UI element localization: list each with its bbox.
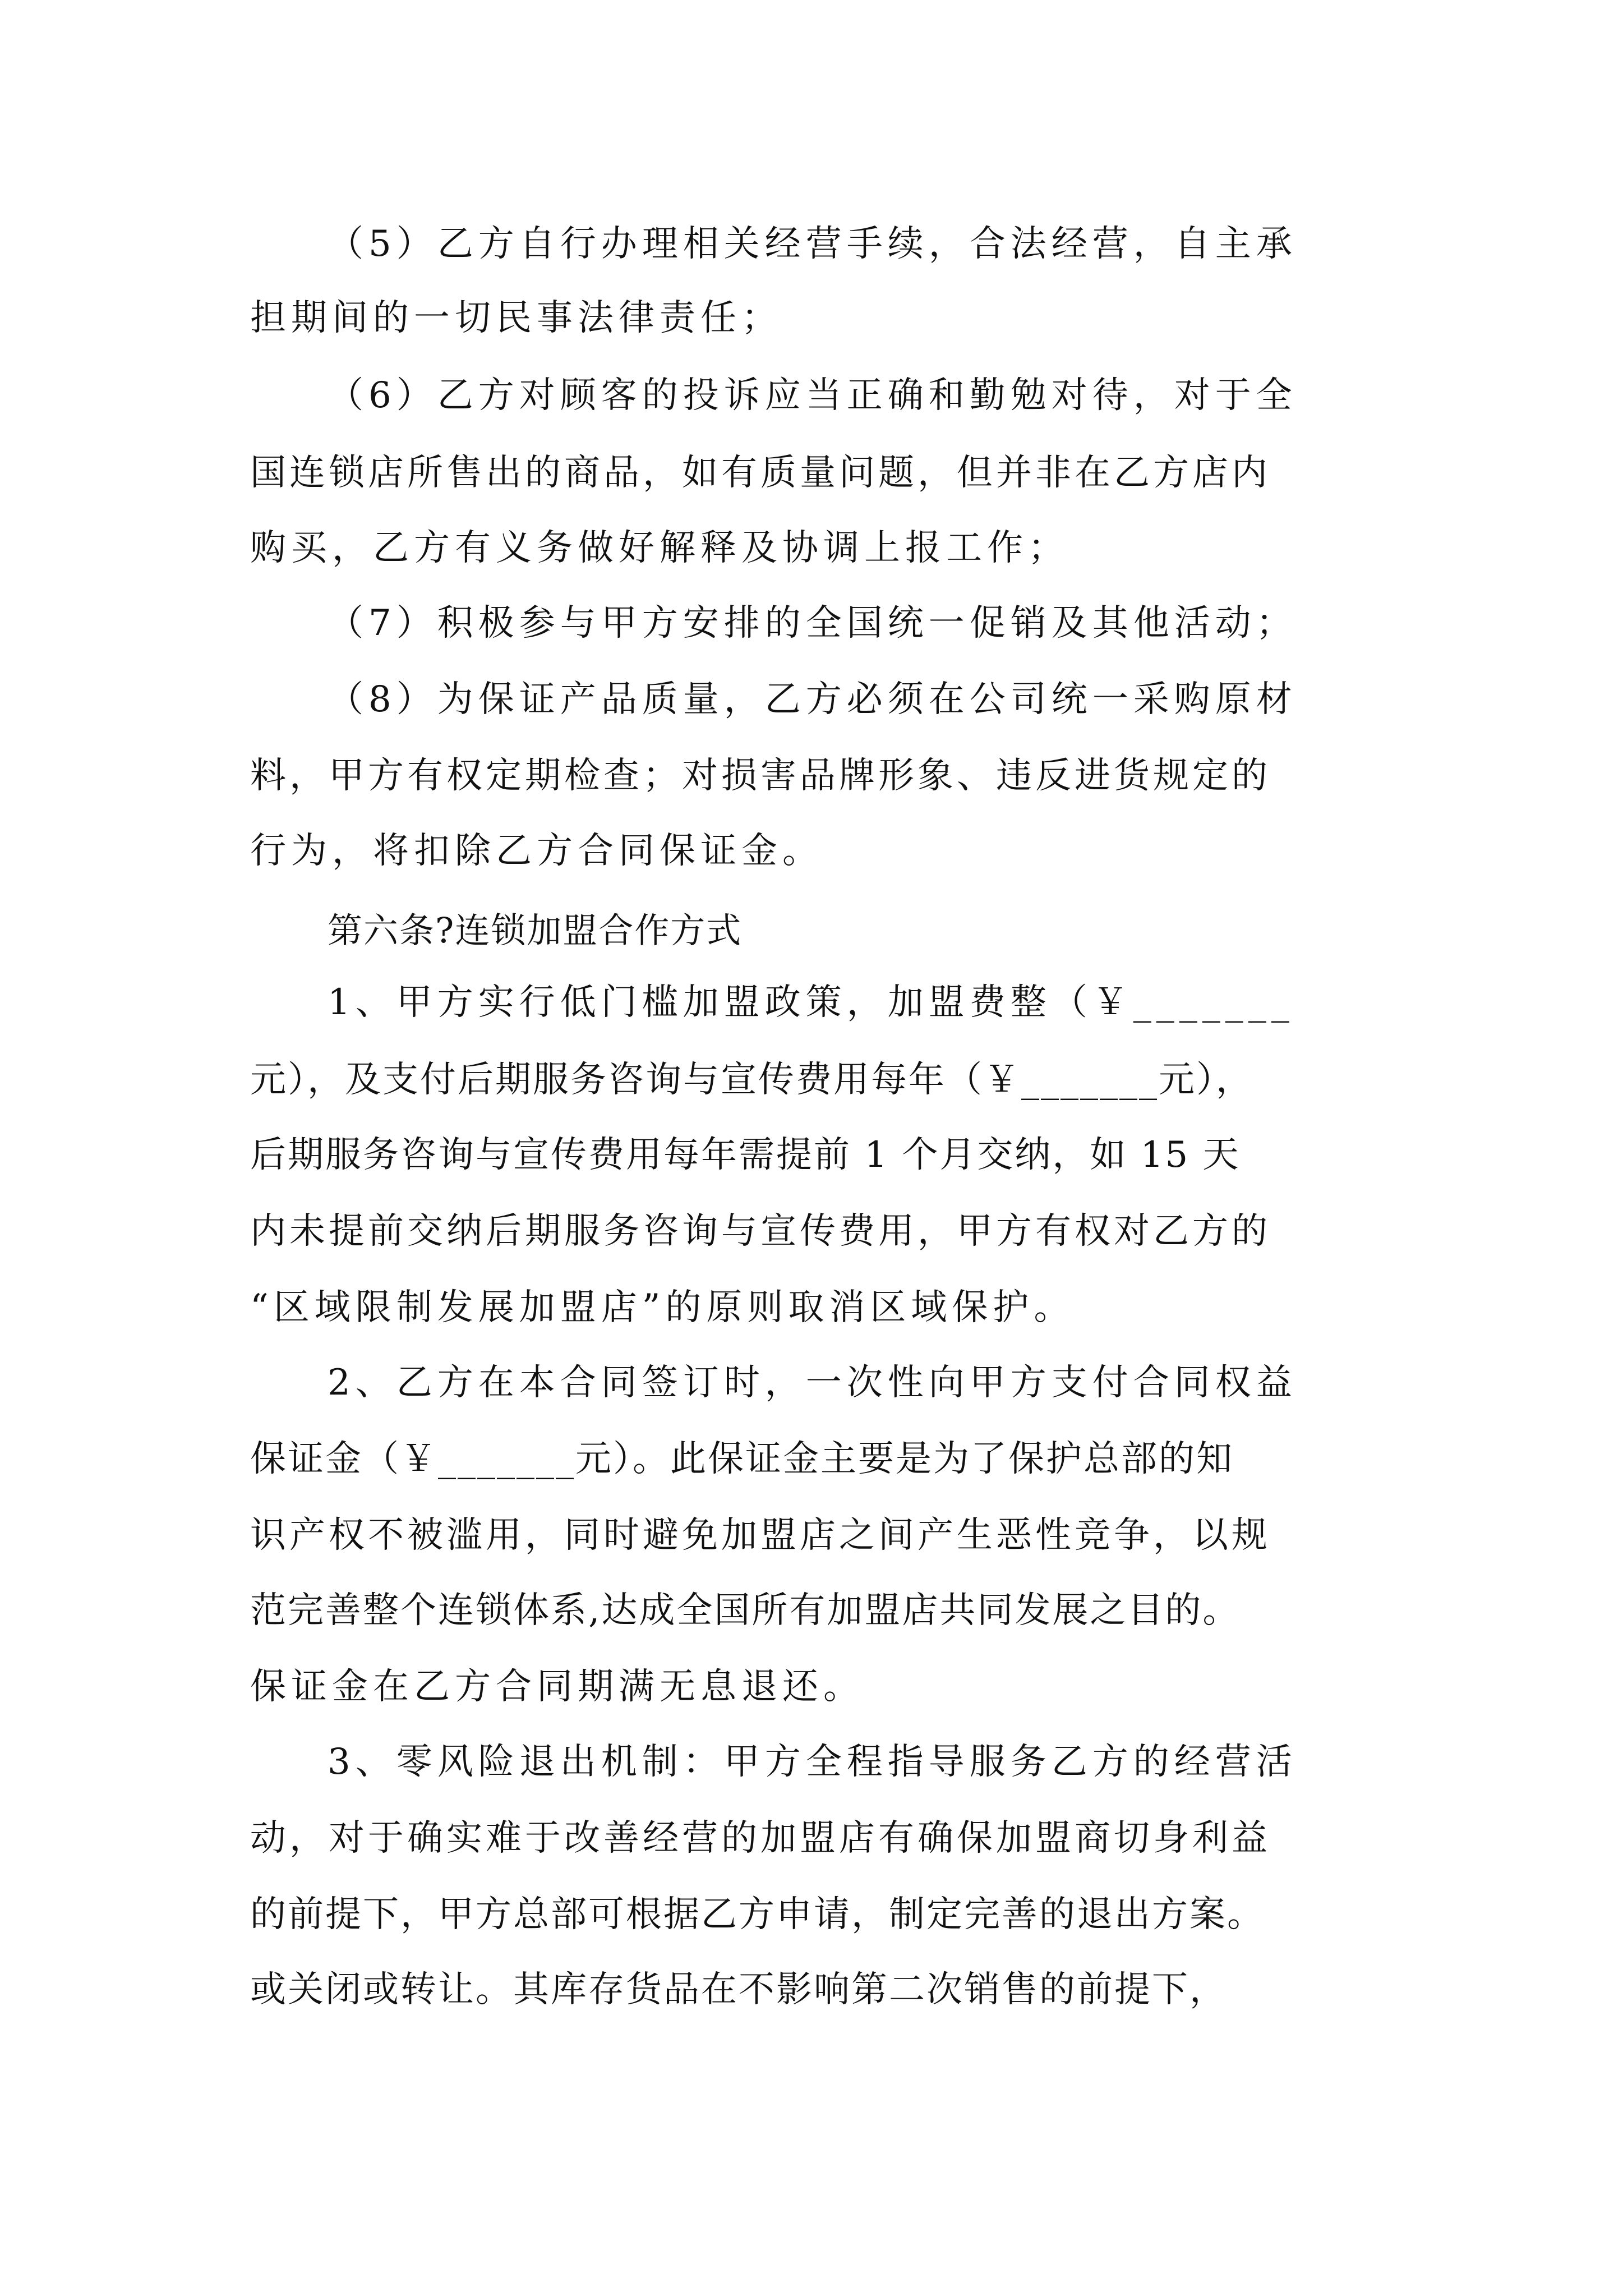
clause-2-line-5: 保证金在乙方合同期满无息退还。 <box>250 1666 864 1708</box>
article-six-heading: 第六条?连锁加盟合作方式 <box>328 910 743 951</box>
paragraph-8-line-2: 料，甲方有权定期检查；对损害品牌形象、违反进货规定的 <box>250 755 1271 797</box>
clause-1-line-1: 1、甲方实行低门槛加盟政策，加盟费整（￥_______ <box>328 982 1294 1023</box>
clause-3-line-3: 的前提下，甲方总部可根据乙方申请，制定完善的退出方案。 <box>250 1894 1265 1935</box>
paragraph-5-line-1: （5）乙方自行办理相关经营手续，合法经营，自主承 <box>328 223 1297 265</box>
clause-2-line-4: 范完善整个连锁体系,达成全国所有加盟店共同发展之目的。 <box>250 1590 1241 1631</box>
clause-1-line-5: “区域限制发展加盟店”的原则取消区域保护。 <box>250 1287 1075 1328</box>
clause-2-line-1: 2、乙方在本合同签订时，一次性向甲方支付合同权益 <box>328 1362 1297 1404</box>
paragraph-5-line-2: 担期间的一切民事法律责任； <box>250 297 782 339</box>
clause-2-line-3: 识产权不被滥用，同时避免加盟店之间产生恶性竞争，以规 <box>250 1515 1271 1556</box>
paragraph-6-line-2: 国连锁店所售出的商品，如有质量问题，但并非在乙方店内 <box>250 452 1271 494</box>
clause-1-line-4: 内未提前交纳后期服务咨询与宣传费用，甲方有权对乙方的 <box>250 1211 1271 1252</box>
clause-3-line-1: 3、零风险退出机制：甲方全程指导服务乙方的经营活 <box>328 1741 1297 1783</box>
clause-3-line-2: 动，对于确实难于改善经营的加盟店有确保加盟商切身利益 <box>250 1818 1271 1859</box>
paragraph-8-line-3: 行为，将扣除乙方合同保证金。 <box>250 830 823 872</box>
clause-1-line-2: 元），及支付后期服务咨询与宣传费用每年（￥_______元）， <box>250 1059 1253 1101</box>
paragraph-6-line-1: （6）乙方对顾客的投诉应当正确和勤勉对待，对于全 <box>328 375 1297 416</box>
clause-2-line-2: 保证金（￥_______元）。此保证金主要是为了保护总部的知 <box>250 1438 1234 1480</box>
clause-3-line-4: 或关闭或转让。其库存货品在不影响第二次销售的前提下， <box>250 1969 1227 2010</box>
clause-1-line-3: 后期服务咨询与宣传费用每年需提前 1 个月交纳，如 15 天 <box>250 1134 1241 1176</box>
paragraph-7-line-1: （7）积极参与甲方安排的全国统一促销及其他活动； <box>328 602 1297 644</box>
paragraph-6-line-3: 购买，乙方有义务做好解释及协调上报工作； <box>250 527 1069 569</box>
paragraph-8-line-1: （8）为保证产品质量，乙方必须在公司统一采购原材 <box>328 679 1297 720</box>
